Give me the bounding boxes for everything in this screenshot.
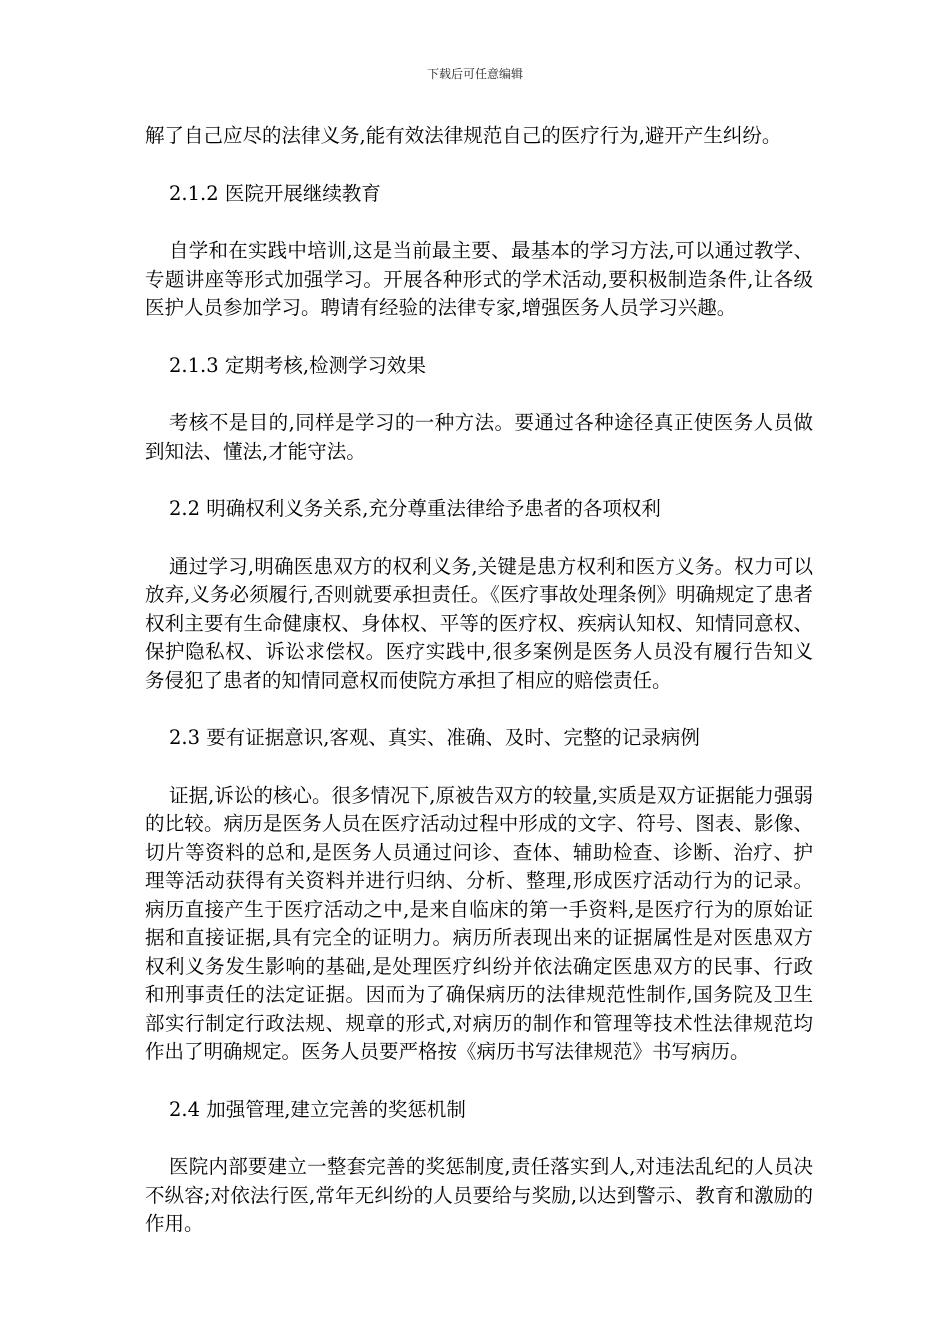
document-body bbox=[145, 122, 813, 1239]
section-heading-2-3: 2.3 要有证据意识,客观、真实、准确、及时、完整的记录病例 bbox=[169, 726, 700, 749]
section-heading-2-1-2: 2.1.2 医院开展继续教育 bbox=[169, 181, 381, 205]
paragraph-continued: 解了自己应尽的法律义务,能有效法律规范自己的医疗行为,避开产生纠纷。 bbox=[145, 124, 782, 147]
section-heading-2-4: 2.4 加强管理,建立完善的奖惩机制 bbox=[169, 1097, 466, 1121]
paragraph-rights-obligations: 通过学习,明确医患双方的权利义务,关键是患方权利和医方义务。权力可以放弃,义务必须履行,否则就要承担责任。《医疗事故处理条例》明确规定了患者权利主要有生命健康权、身体权、平等的医疗权、疾病认知权、知情同意权、保护隐私权、诉讼求偿权。医疗实践中,很多案例是医务人员没有履行告知义务侵犯了患者的知情同意权而使院方承担了相应的赔偿责任。 bbox=[145, 554, 813, 692]
paragraph-evidence: 证据,诉讼的核心。很多情况下,原被告双方的较量,实质是双方证据能力强弱的比较。病历是医务人员在医疗活动过程中形成的文字、符号、图表、影像、切片等资料的总和,是医务人员通过问诊、查体、辅助检查、诊断、治疗、护理等活动获得有关资料并进行归纳、分析、整理,形成医疗活动行为的记录。病历直接产生于医疗活动之中,是来自临床的第一手资料,是医疗行为的原始证据和直接证据,具有完全的证明力。病历所表现出来的证据属性是对医患双方权利义务发生影响的基础,是处理医疗纠纷并依法确定医患双方的民事、行政和刑事责任的法定证据。因而为了确保病历的法律规范性制作,国务院及卫生部实行制定行政法规、规章的形式,对病历的制作和管理等技术性法律规范均作出了明确规定。医务人员要严格按《病历书写法律规范》书写病历。 bbox=[145, 783, 813, 1063]
paragraph-reward-punishment: 医院内部要建立一整套完善的奖惩制度,责任落实到人,对违法乱纪的人员决不纵容;对依法行医,常年无纠纷的人员要给与奖励,以达到警示、教育和激励的作用。 bbox=[145, 1155, 813, 1235]
paragraph-continuing-education: 自学和在实践中培训,这是当前最主要、最基本的学习方法,可以通过教学、专题讲座等形式加强学习。开展各种形式的学术活动,要积极制造条件,让各级医护人员参加学习。聘请有经验的法律专家,增强医务人员学习兴趣。 bbox=[145, 239, 813, 319]
paragraph-assessment: 考核不是目的,同样是学习的一种方法。要通过各种途径真正使医务人员做到知法、懂法,才能守法。 bbox=[145, 411, 813, 463]
section-heading-2-2: 2.2 明确权利义务关系,充分尊重法律给予患者的各项权利 bbox=[169, 497, 661, 520]
section-heading-2-1-3: 2.1.3 定期考核,检测学习效果 bbox=[169, 353, 427, 377]
page-header-watermark: 下载后可任意编辑 bbox=[426, 67, 523, 81]
